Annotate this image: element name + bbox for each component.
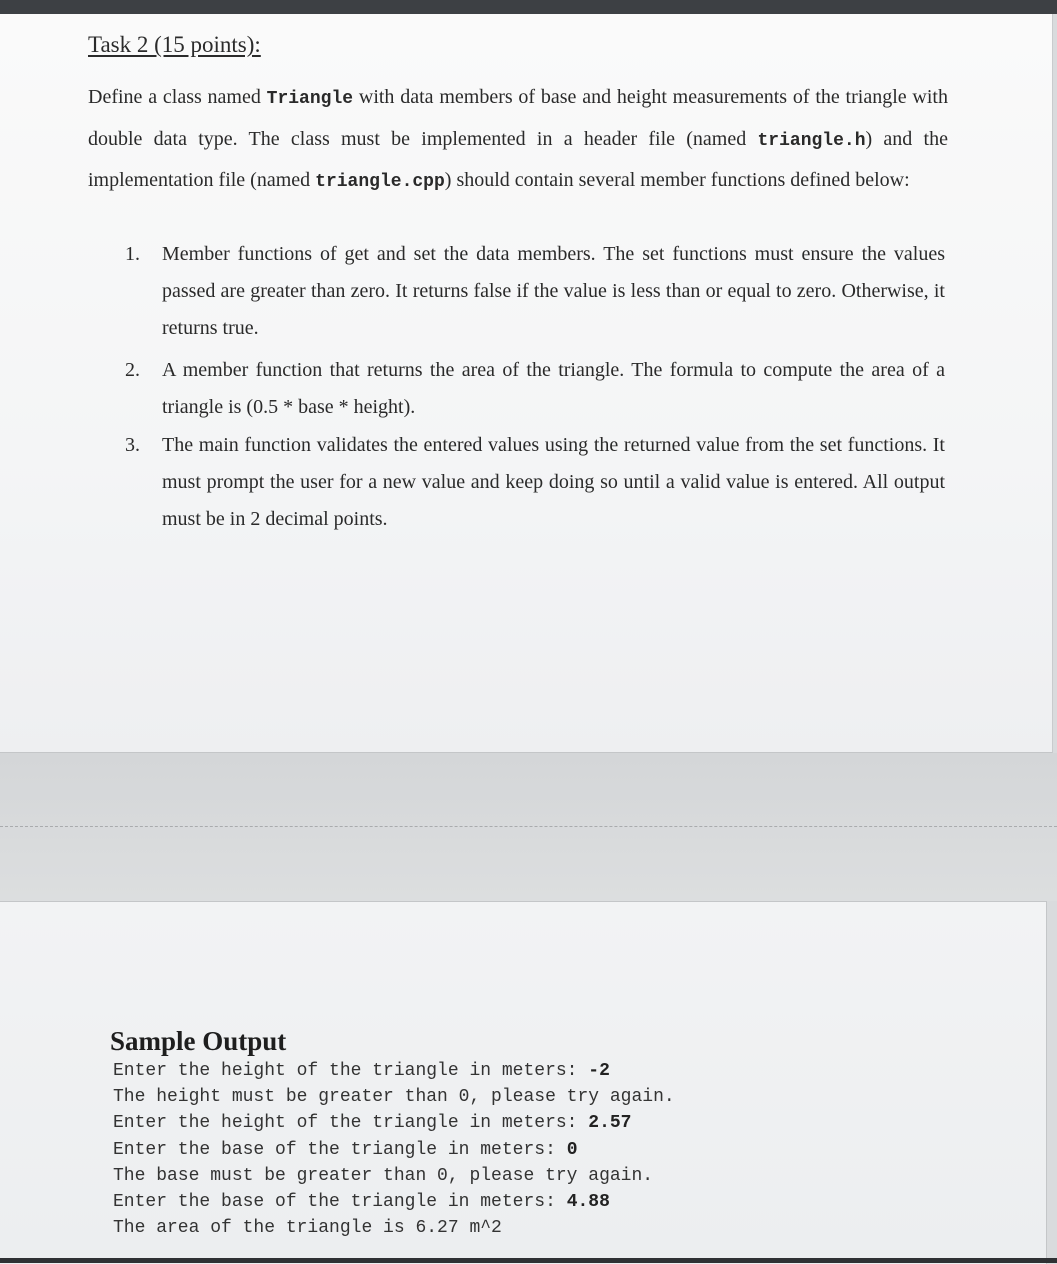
intro-text-2: with data members of base and height measurements of the triangle with double data type. The class must be implemented in a header file (named [88,86,948,150]
bottom-edge-bar [0,1258,1057,1263]
requirement-item-2 [125,352,945,426]
top-edge-bar [0,0,1057,14]
list-number: 2. [125,359,140,381]
intro-text-1: Define a class named [88,86,267,108]
intro-text-3: ) and the implementation file (named [88,127,948,191]
requirement-item-1 [125,236,945,347]
sample-output-title: Sample Output [110,1026,287,1056]
list-item-text: A member function that returns the area of the triangle. The formula to compute the area of a triangle is (0.5 * base * height). [162,359,945,418]
class-name-code: Triangle [266,89,354,109]
impl-file-code: triangle.cpp [315,172,445,192]
console-line: Enter the base of the triangle in meters: 0 [113,1139,578,1160]
console-line: The height must be greater than 0, please try again. [113,1087,675,1108]
list-number: 1. [125,243,140,265]
console-line: Enter the base of the triangle in meters: 4.88 [113,1192,610,1213]
console-line: Enter the height of the triangle in meters: 2.57 [113,1113,632,1134]
list-item-text: Member functions of get and set the data members. The set functions must ensure the values passed are greater than zero. It returns false if the value is less than or equal to zero. Otherwise, it returns true. [162,243,945,339]
console-line: The area of the triangle is 6.27 m^2 [113,1218,502,1239]
requirement-item-3 [125,427,945,538]
sample-output-console [113,1058,675,1241]
console-line: The base must be greater than 0, please try again. [113,1165,654,1186]
list-number: 3. [125,434,140,456]
intro-text-4: ) should contain several member functions defined below: [444,169,910,191]
list-item-text: The main function validates the entered values using the returned value from the set functions. It must prompt the user for a new value and keep doing so until a valid value is entered. All output must be in 2 decimal points. [162,434,945,530]
header-file-code: triangle.h [757,130,866,151]
console-line: Enter the height of the triangle in meters: -2 [113,1061,610,1081]
task-intro-paragraph [88,78,948,203]
page-gap [0,753,1057,901]
task-title: Task 2 (15 points): [88,32,261,57]
section-divider [0,826,1057,827]
